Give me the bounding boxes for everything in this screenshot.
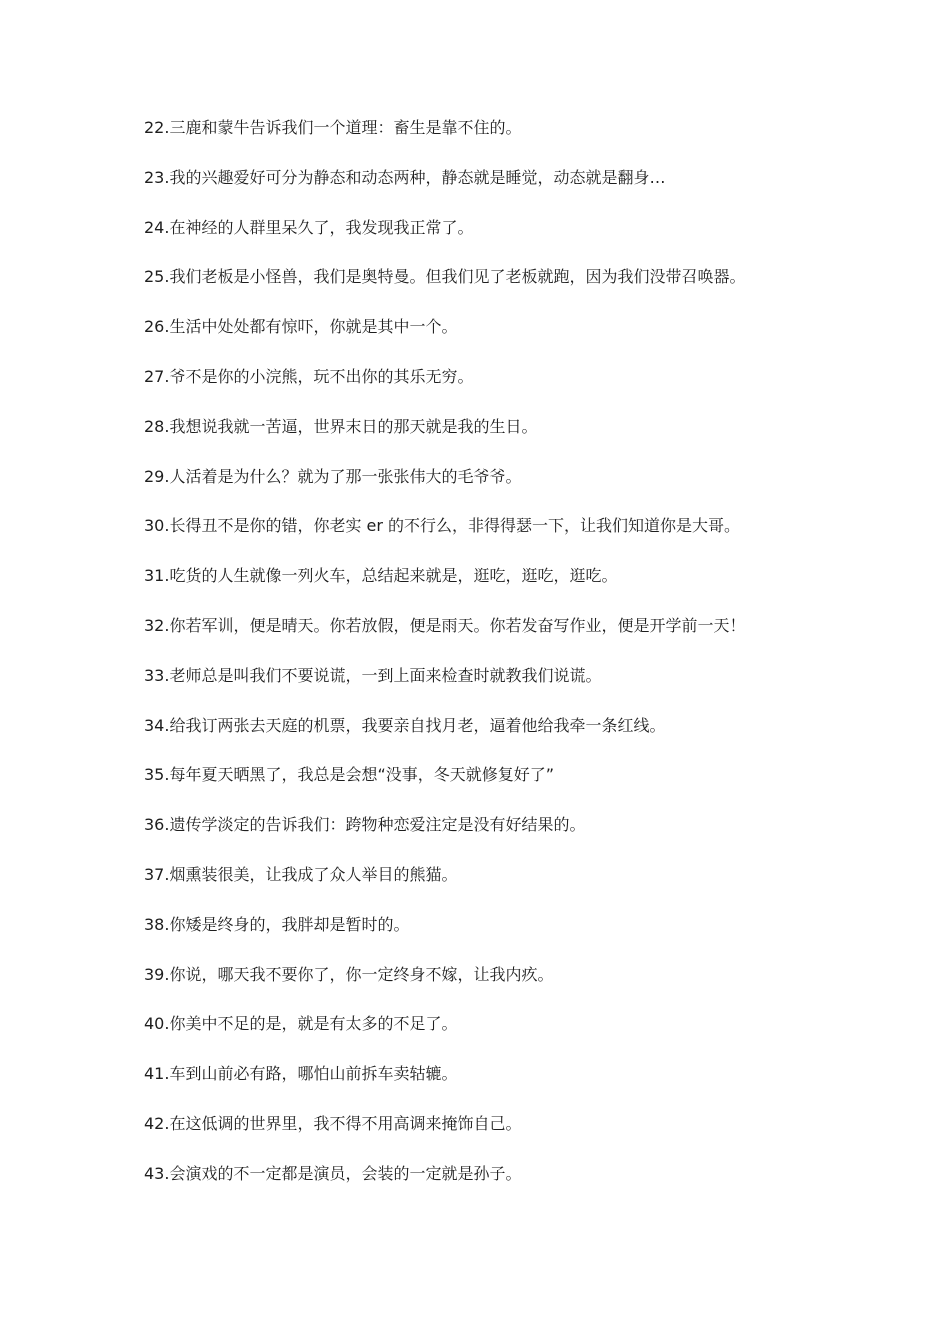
list-item: 38.你矮是终身的，我胖却是暂时的。 [144,914,410,934]
list-item: 27.爷不是你的小浣熊，玩不出你的其乐无穷。 [144,366,474,386]
list-item: 29.人活着是为什么？就为了那一张张伟大的毛爷爷。 [144,466,522,486]
list-item: 31.吃货的人生就像一列火车，总结起来就是，逛吃，逛吃，逛吃。 [144,566,618,586]
list-item: 43.会演戏的不一定都是演员，会装的一定就是孙子。 [144,1163,522,1183]
list-item: 25.我们老板是小怪兽，我们是奥特曼。但我们见了老板就跑，因为我们没带召唤器。 [144,267,746,287]
list-item: 23.我的兴趣爱好可分为静态和动态两种，静态就是睡觉，动态就是翻身… [144,167,666,187]
list-item: 22.三鹿和蒙牛告诉我们一个道理：畜生是靠不住的。 [144,118,522,137]
list-item: 35.每年夏天晒黑了，我总是会想“没事，冬天就修复好了” [144,765,555,785]
list-item: 26.生活中处处都有惊吓，你就是其中一个。 [144,317,458,337]
list-item: 41.车到山前必有路，哪怕山前拆车卖轱辘。 [144,1064,458,1084]
joke-list [144,115,924,1211]
list-item: 42.在这低调的世界里，我不得不用高调来掩饰自己。 [144,1113,522,1133]
list-item: 39.你说，哪天我不要你了，你一定终身不嫁，让我内疚。 [144,964,554,984]
list-item: 34.给我订两张去天庭的机票，我要亲自找月老，逼着他给我牵一条红线。 [144,715,666,735]
list-item: 36.遗传学淡定的告诉我们：跨物种恋爱注定是没有好结果的。 [144,815,586,835]
list-item: 40.你美中不足的是，就是有太多的不足了。 [144,1014,458,1034]
list-item: 24.在神经的人群里呆久了，我发现我正常了。 [144,217,474,237]
list-item: 32.你若军训，便是晴天。你若放假，便是雨天。你若发奋写作业，便是开学前一天！ [144,615,746,635]
list-item: 30.长得丑不是你的错，你老实 er 的不行么，非得得瑟一下，让我们知道你是大哥。 [144,516,741,536]
list-item: 28.我想说我就一苦逼，世界末日的那天就是我的生日。 [144,416,538,436]
list-item: 33.老师总是叫我们不要说谎，一到上面来检查时就教我们说谎。 [144,665,602,685]
list-item: 37.烟熏装很美，让我成了众人举目的熊猫。 [144,864,458,884]
